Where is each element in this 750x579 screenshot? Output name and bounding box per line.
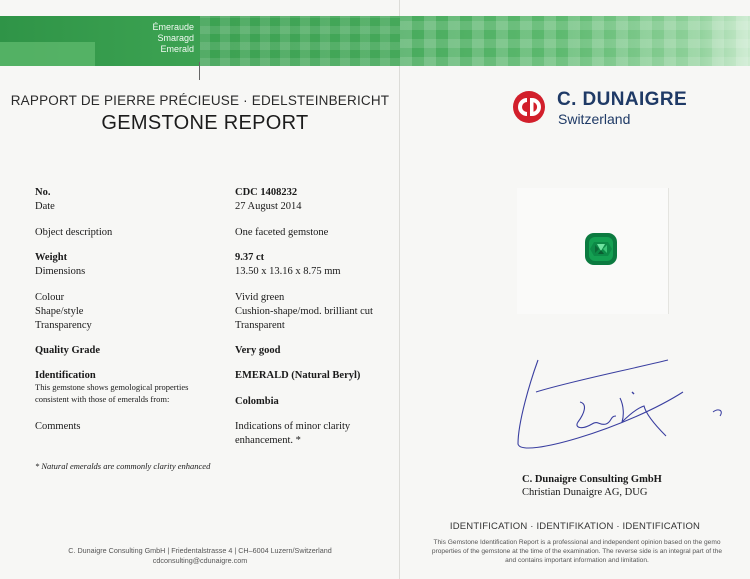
shape-label: Shape/style <box>35 306 84 317</box>
footnote: * Natural emeralds are commonly clarity enhanced <box>35 461 211 471</box>
green-banner <box>0 16 750 66</box>
logo-name: C. DUNAIGRE <box>557 89 688 110</box>
logo-country: Switzerland <box>558 111 631 127</box>
quality-value: Very good <box>235 345 281 356</box>
banner-name-fr: Émeraude <box>152 22 194 32</box>
comments-value-2: enhancement. * <box>235 435 301 446</box>
identification-note-1: This gemstone shows gemological properties <box>35 382 189 392</box>
dimensions-label: Dimensions <box>35 266 86 277</box>
signatory-person: Christian Dunaigre AG, DUG <box>522 487 648 498</box>
address-line-2: cdconsulting@cdunaigre.com <box>152 556 248 565</box>
colour-value: Vivid green <box>235 292 285 303</box>
company-logo <box>512 89 712 129</box>
fold-line <box>399 0 400 579</box>
disclaimer <box>404 538 750 565</box>
address-line-1: C. Dunaigre Consulting GmbH | Friedentalstrasse 4 | CH–6004 Luzern/Switzerland <box>68 546 332 555</box>
company-address <box>0 546 400 566</box>
object-label: Object description <box>35 227 113 238</box>
quality-label: Quality Grade <box>35 345 101 356</box>
transparency-value: Transparent <box>235 320 285 331</box>
transparency-label: Transparency <box>35 320 92 331</box>
disclaimer-line-2: properties of the gemstone at the time of the examination. The reverse side is an integral part of the <box>431 548 723 555</box>
report-subtitle: RAPPORT DE PIERRE PRÉCIEUSE · EDELSTEINBERICHT <box>10 93 390 108</box>
number-value: CDC 1408232 <box>235 187 298 198</box>
dimensions-value: 13.50 x 13.16 x 8.75 mm <box>235 266 341 277</box>
comments-label: Comments <box>35 421 81 432</box>
signatory-company: C. Dunaigre Consulting GmbH <box>522 474 662 485</box>
emerald-gem-icon <box>584 232 618 266</box>
colour-label: Colour <box>35 292 65 303</box>
banner-stone-names <box>152 22 194 55</box>
identification-line: IDENTIFICATION · IDENTIFIKATION · IDENTIFICATION <box>449 521 701 532</box>
origin-value: Colombia <box>235 396 279 407</box>
disclaimer-line-1: This Gemstone Identification Report is a professional and independent opinion based on the gemo <box>433 539 721 546</box>
object-value: One faceted gemstone <box>235 227 329 238</box>
banner-name-en: Emerald <box>160 44 194 54</box>
weight-value: 9.37 ct <box>235 252 265 263</box>
identification-label: Identification <box>35 370 96 381</box>
signature-image <box>508 352 728 462</box>
disclaimer-line-3: and contains important information and limitation. <box>505 557 649 564</box>
date-label: Date <box>35 201 55 212</box>
cd-monogram-icon <box>512 90 546 124</box>
shape-value: Cushion-shape/mod. brilliant cut <box>235 306 373 317</box>
weight-label: Weight <box>35 252 68 263</box>
comments-value-1: Indications of minor clarity <box>235 421 351 432</box>
banner-name-de: Smaragd <box>157 33 194 43</box>
date-value: 27 August 2014 <box>235 201 302 212</box>
number-label: No. <box>35 187 51 198</box>
identification-value: EMERALD (Natural Beryl) <box>235 370 361 381</box>
identification-note-2: consistent with those of emeralds from: <box>35 394 170 404</box>
banner-tick <box>199 62 200 80</box>
report-title: GEMSTONE REPORT <box>101 112 309 134</box>
